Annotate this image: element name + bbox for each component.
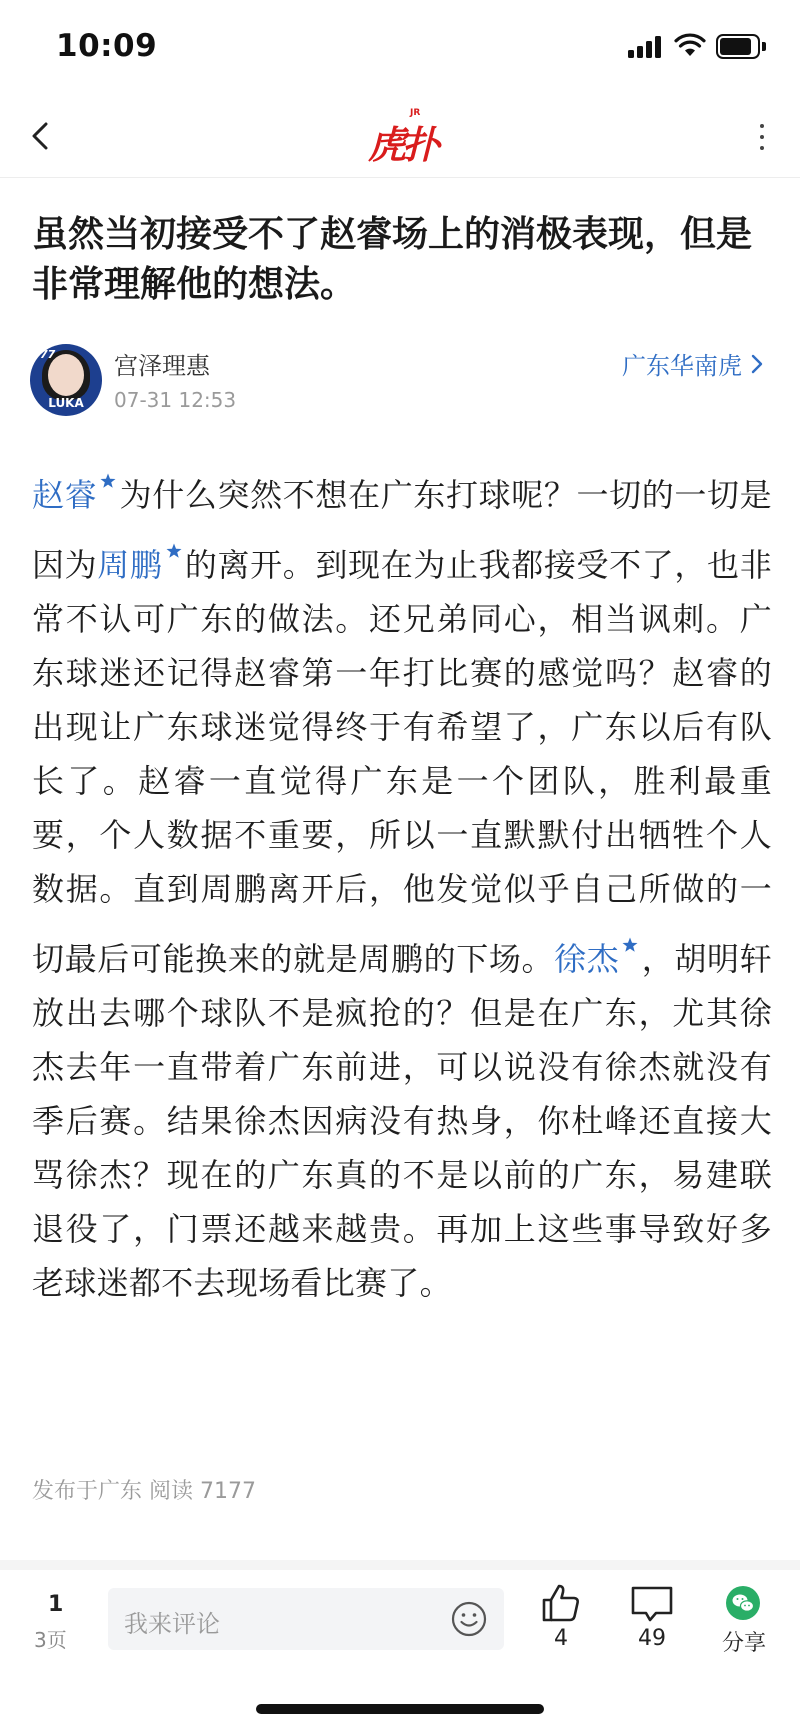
board-link[interactable] (622, 346, 764, 381)
board-name: 广东华南虎 (622, 352, 742, 380)
chevron-right-icon (750, 353, 764, 375)
cellular-signal-icon (628, 36, 662, 58)
post-time: 07-31 12:53 (114, 388, 237, 412)
star-badge-icon (165, 522, 183, 540)
avatar-number: 77 (40, 348, 56, 361)
back-arrow-icon[interactable] (24, 116, 60, 156)
comment-input[interactable] (108, 1588, 504, 1650)
page-current[interactable]: 1 (48, 1592, 64, 1617)
player-mention-link[interactable]: 徐杰 (554, 940, 620, 978)
post-meta: 发布于广东 阅读 7177 (32, 1479, 256, 1504)
avatar-text: LUKA (48, 396, 84, 410)
thumbs-up-icon[interactable] (540, 1582, 582, 1624)
status-bar (0, 0, 800, 96)
comment-count: 49 (638, 1626, 666, 1651)
page-total[interactable]: 3页 (34, 1628, 67, 1652)
star-badge-icon (621, 916, 639, 934)
wifi-icon (674, 32, 706, 58)
player-mention-link[interactable]: 赵睿 (32, 476, 98, 514)
body-text: 为什么突然不想在广东打球呢？一切的一切是因为 (32, 476, 772, 584)
more-options-icon[interactable] (756, 122, 768, 152)
comment-bubble-icon[interactable] (630, 1584, 674, 1624)
star-badge-icon (99, 452, 117, 470)
emoji-smile-icon[interactable] (450, 1600, 488, 1638)
hupu-logo: 虎扑 JR (368, 108, 437, 167)
share-label[interactable]: 分享 (721, 1631, 766, 1656)
author-avatar[interactable] (30, 344, 102, 416)
author-name[interactable]: 宫泽理惠 (114, 352, 210, 380)
nav-bar (0, 96, 800, 178)
post-body (32, 452, 772, 1310)
battery-icon (716, 34, 766, 59)
player-mention-link[interactable]: 周鹏 (97, 546, 163, 584)
body-text: ，胡明轩放出去哪个球队不是疯抢的？但是在广东，尤其徐杰去年一直带着广东前进，可以说没有徐杰就没有季后赛。结果徐杰因病没有热身，你杜峰还直接大骂徐杰？现在的广东真的不是以前的广东，易建联退役了，门票还越来越贵。再加上这些事导致好多老球迷都不去现场看比赛了。 (32, 940, 772, 1302)
wechat-share-icon[interactable] (726, 1586, 760, 1620)
comment-placeholder: 我来评论 (124, 1610, 220, 1638)
home-indicator[interactable] (256, 1704, 544, 1714)
post-title: 虽然当初接受不了赵睿场上的消极表现，但是非常理解他的想法。 (32, 214, 753, 305)
bottom-divider (0, 1560, 800, 1570)
body-text: 的离开。到现在为止我都接受不了，也非常不认可广东的做法。还兄弟同心，相当讽刺。广东球迷还记得赵睿第一年打比赛的感觉吗？赵睿的出现让广东球迷觉得终于有希望了，广东以后有队长了。赵睿一直觉得广东是一个团队，胜利最重要，个人数据不重要，所以一直默默付出牺牲个人数据。直到周鹏离开后，他发觉似乎自己所做的一切最后可能换来的就是周鹏的下场。 (32, 546, 772, 978)
like-count: 4 (554, 1626, 568, 1651)
status-time: 10:09 (56, 28, 158, 64)
